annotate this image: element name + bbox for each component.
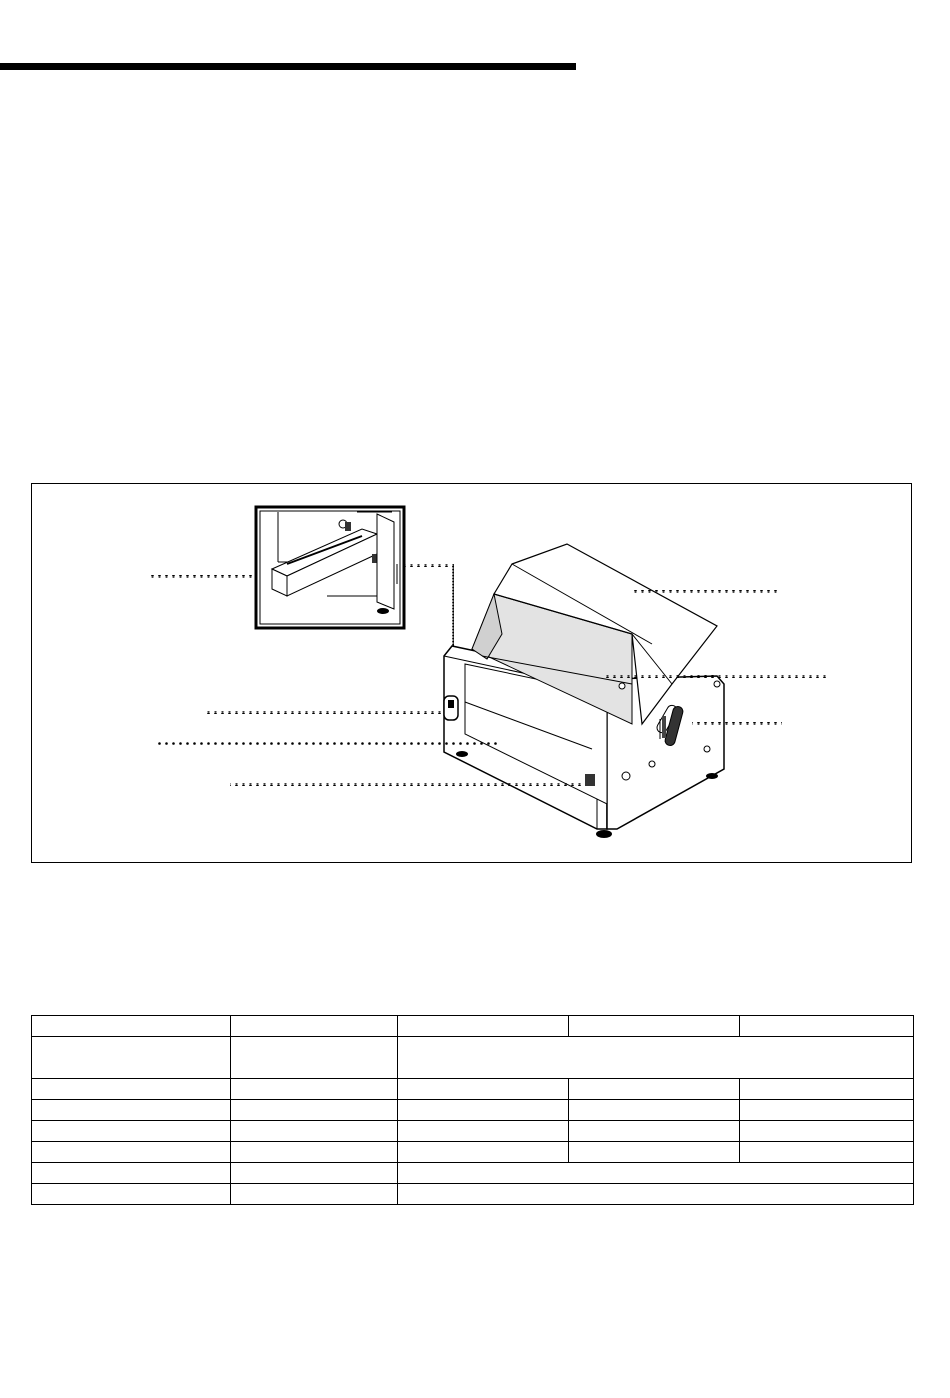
table-row	[32, 1121, 914, 1142]
table-cell	[231, 1016, 398, 1037]
table-cell	[398, 1100, 569, 1121]
table-row	[32, 1184, 914, 1205]
table-cell	[569, 1100, 740, 1121]
title-rule	[0, 63, 576, 70]
table-cell	[231, 1037, 398, 1079]
table-row	[32, 1100, 914, 1121]
table-cell	[398, 1079, 569, 1100]
table-cell	[231, 1100, 398, 1121]
table-cell	[32, 1100, 231, 1121]
table-cell	[32, 1184, 231, 1205]
table-cell	[740, 1100, 914, 1121]
machine-illustration	[32, 484, 913, 864]
table-row	[32, 1079, 914, 1100]
table-cell	[398, 1016, 569, 1037]
table-cell	[32, 1079, 231, 1100]
table-cell	[32, 1142, 231, 1163]
table-cell	[398, 1037, 914, 1079]
table-cell	[32, 1016, 231, 1037]
table-cell	[231, 1184, 398, 1205]
table-cell	[398, 1184, 914, 1205]
table-cell	[231, 1142, 398, 1163]
table-cell	[740, 1016, 914, 1037]
table-cell	[398, 1121, 569, 1142]
table-cell	[231, 1121, 398, 1142]
table-cell	[740, 1142, 914, 1163]
table-cell	[569, 1121, 740, 1142]
table-cell	[740, 1121, 914, 1142]
table-cell	[32, 1037, 231, 1079]
table-cell	[569, 1142, 740, 1163]
table-cell	[231, 1163, 398, 1184]
table-cell	[740, 1079, 914, 1100]
table-cell	[231, 1079, 398, 1100]
table-cell	[398, 1142, 569, 1163]
table-cell	[32, 1121, 231, 1142]
machine-figure	[31, 483, 912, 863]
table-row	[32, 1163, 914, 1184]
table-cell	[32, 1163, 231, 1184]
inset-detail	[256, 507, 404, 628]
table-cell	[398, 1163, 914, 1184]
table-row	[32, 1142, 914, 1163]
table-cell	[569, 1079, 740, 1100]
table-cell	[569, 1016, 740, 1037]
spec-table	[31, 1015, 914, 1205]
table-row	[32, 1037, 914, 1079]
table-row	[32, 1016, 914, 1037]
machine-body	[444, 544, 724, 838]
